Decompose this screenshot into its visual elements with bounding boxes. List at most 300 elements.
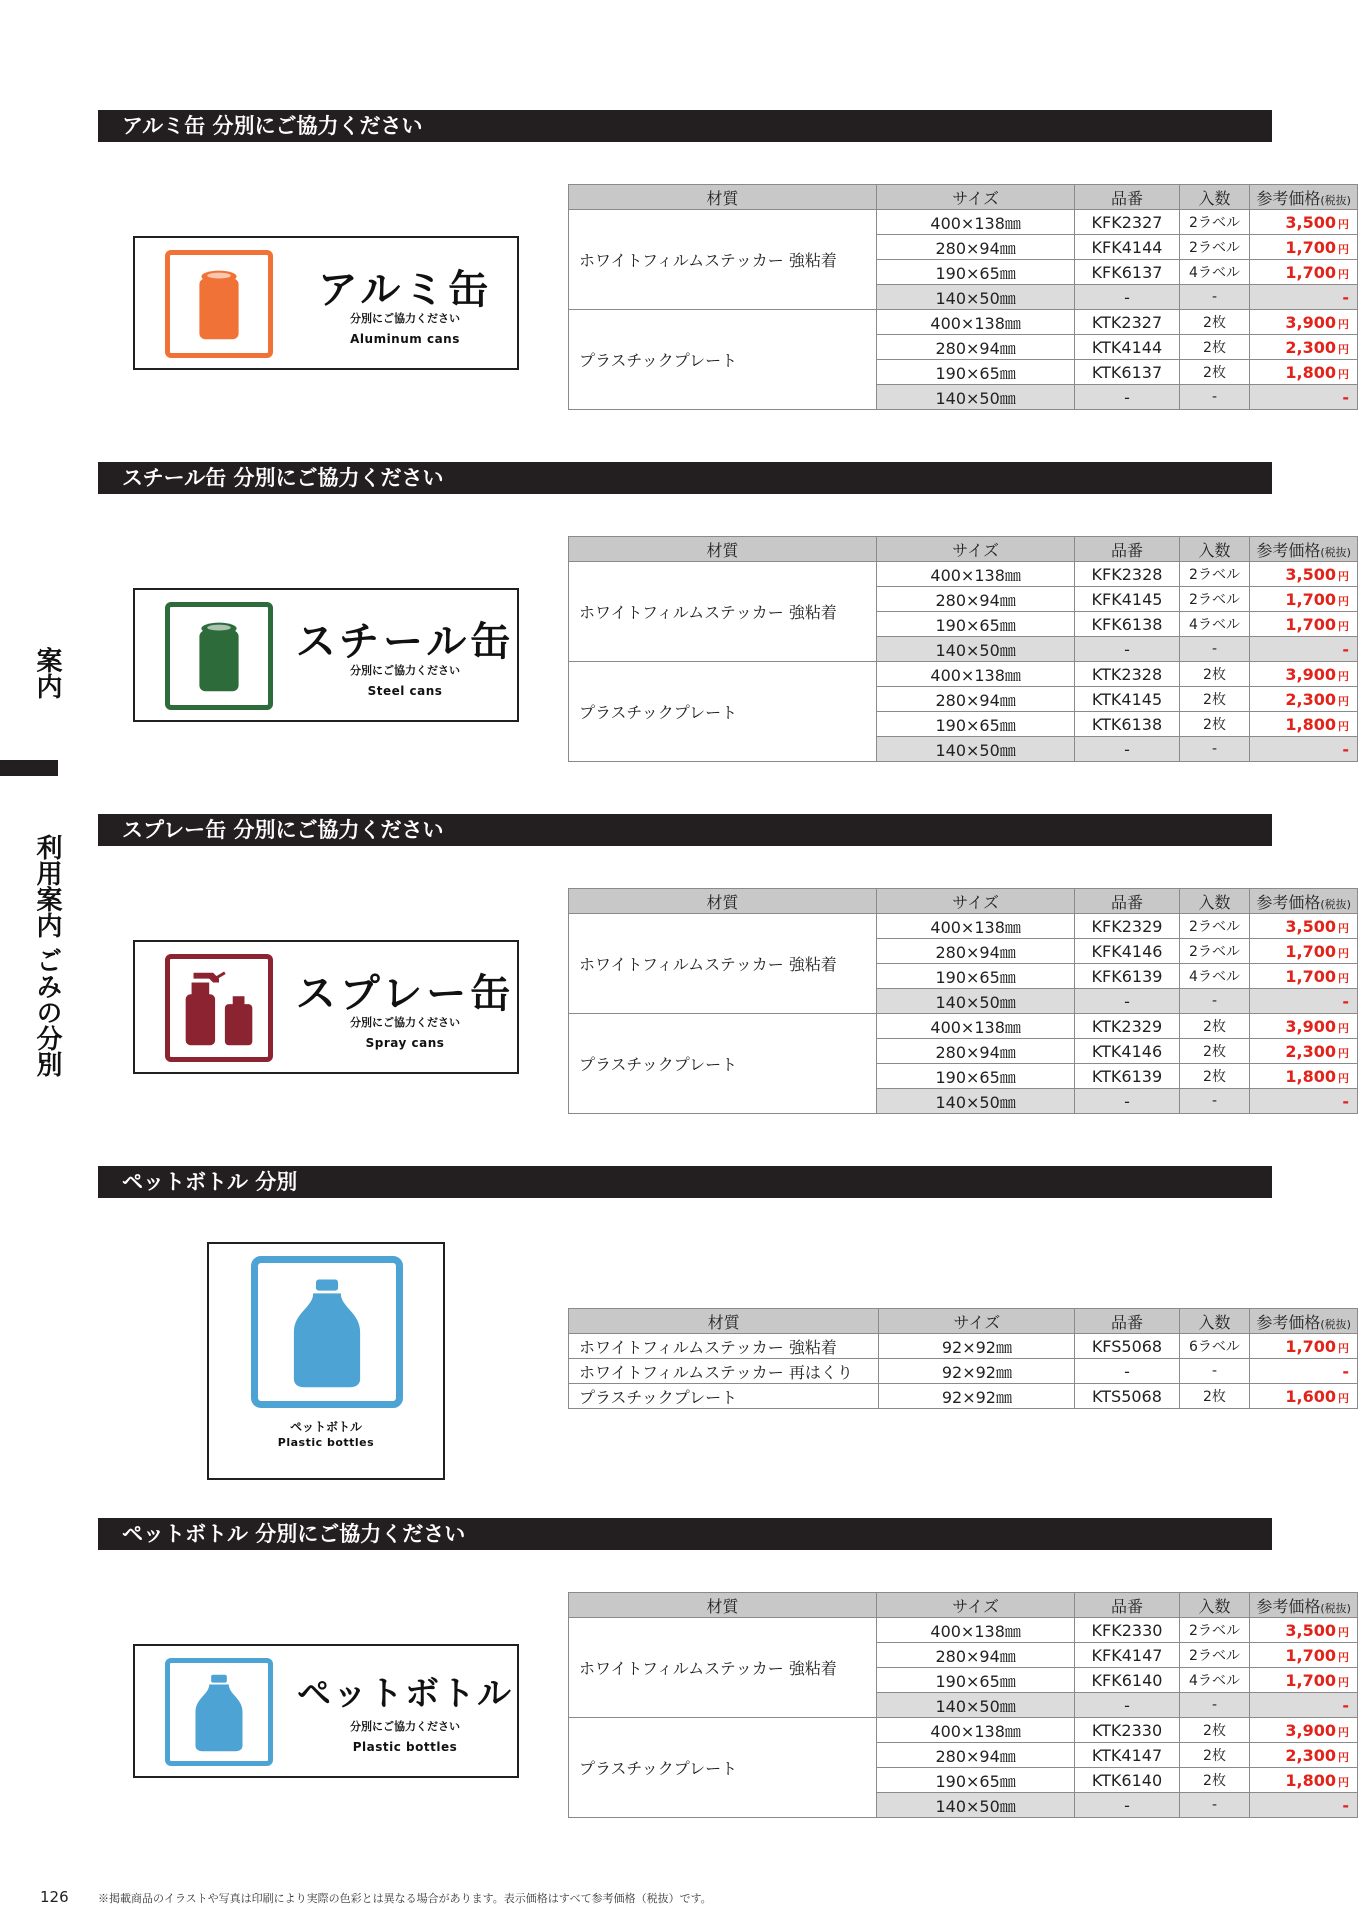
yen-unit: 円	[1338, 921, 1349, 935]
price-value: -	[1342, 287, 1349, 307]
size-cell: 190×65㎜	[876, 260, 1074, 285]
size-cell: 190×65㎜	[876, 1768, 1074, 1793]
size-cell: 280×94㎜	[876, 939, 1074, 964]
sign-title: スプレー缶	[295, 971, 515, 1017]
quantity-cell: 2枚	[1179, 1039, 1250, 1064]
quantity-cell: 4ラベル	[1179, 260, 1250, 285]
product-code-cell: KFS5068	[1075, 1334, 1179, 1359]
yen-unit: 円	[1338, 669, 1349, 683]
material-cell: ホワイトフィルムステッカー 強粘着	[569, 914, 877, 1014]
price-value: 1,700	[1285, 614, 1336, 634]
quantity-cell: 2ラベル	[1179, 1643, 1250, 1668]
price-cell	[1250, 1089, 1358, 1114]
product-code-cell: KTK2330	[1075, 1718, 1179, 1743]
section-header: スチール缶 分別にご協力ください	[98, 462, 1272, 494]
section-header: スプレー缶 分別にご協力ください	[98, 814, 1272, 846]
price-value: 1,800	[1285, 1770, 1336, 1790]
header-size: サイズ	[876, 185, 1074, 210]
table-header-row	[569, 537, 1358, 562]
quantity-cell: 4ラベル	[1179, 964, 1250, 989]
size-cell: 280×94㎜	[876, 335, 1074, 360]
product-code-cell: KFK4147	[1075, 1643, 1179, 1668]
price-cell	[1250, 1718, 1358, 1743]
quantity-cell: 2枚	[1179, 335, 1250, 360]
header-price-tax: (税抜)	[1320, 1601, 1351, 1615]
quantity-cell: 2枚	[1179, 360, 1250, 385]
header-qty: 入数	[1179, 1593, 1250, 1618]
table-header-row	[569, 889, 1358, 914]
size-cell: 400×138㎜	[876, 210, 1074, 235]
price-value: 3,900	[1285, 1016, 1336, 1036]
header-price	[1250, 1593, 1358, 1618]
sign-subtitle: 分別にご協力ください	[350, 1016, 460, 1029]
spec-table	[568, 1592, 1358, 1818]
sign-title: ペットボトル	[297, 1674, 513, 1714]
header-qty: 入数	[1179, 537, 1250, 562]
price-value: 1,700	[1285, 941, 1336, 961]
price-cell	[1250, 1693, 1358, 1718]
header-size: サイズ	[876, 889, 1074, 914]
quantity-cell: -	[1179, 1089, 1250, 1114]
table-row	[569, 1718, 1358, 1743]
product-code-cell: KFK2329	[1075, 914, 1179, 939]
yen-unit: 円	[1338, 719, 1349, 733]
product-code-cell: KFK2327	[1075, 210, 1179, 235]
sign-illustration	[207, 1242, 445, 1480]
header-price-label: 参考価格	[1256, 1312, 1321, 1332]
price-cell	[1250, 737, 1358, 762]
sign-english: Plastic bottles	[277, 1436, 375, 1449]
product-code-cell: -	[1075, 1793, 1179, 1818]
page-number: 126	[40, 1888, 69, 1906]
product-code-cell: KTK6140	[1075, 1768, 1179, 1793]
size-cell: 400×138㎜	[876, 1718, 1074, 1743]
price-value: 3,900	[1285, 664, 1336, 684]
quantity-cell: 2ラベル	[1179, 235, 1250, 260]
product-code-cell: KFK6137	[1075, 260, 1179, 285]
size-cell: 190×65㎜	[876, 1064, 1074, 1089]
yen-unit: 円	[1338, 242, 1349, 256]
table-row	[569, 310, 1358, 335]
header-material: 材質	[569, 889, 877, 914]
price-value: 1,700	[1285, 966, 1336, 986]
size-cell: 280×94㎜	[876, 235, 1074, 260]
header-qty: 入数	[1179, 1309, 1250, 1334]
size-cell: 92×92㎜	[879, 1359, 1075, 1384]
material-cell: ホワイトフィルムステッカー 再はくり	[569, 1359, 879, 1384]
price-value: 3,500	[1285, 564, 1336, 584]
sign-english: Spray cans	[365, 1036, 445, 1050]
header-code: 品番	[1075, 1593, 1179, 1618]
price-cell	[1250, 914, 1358, 939]
sign-english: Plastic bottles	[352, 1740, 458, 1754]
table-row	[569, 1014, 1358, 1039]
quantity-cell: 2枚	[1179, 1743, 1250, 1768]
size-cell: 190×65㎜	[876, 712, 1074, 737]
price-cell	[1250, 1743, 1358, 1768]
side-nav-bottom: 利用案内 ごみの分別	[32, 834, 62, 1078]
table-header-row	[569, 1309, 1358, 1334]
price-cell	[1250, 989, 1358, 1014]
header-price-label: 参考価格	[1256, 540, 1321, 560]
product-code-cell: KTK6139	[1075, 1064, 1179, 1089]
product-code-cell: -	[1075, 989, 1179, 1014]
price-cell	[1250, 360, 1358, 385]
price-cell	[1250, 1768, 1358, 1793]
price-value: 2,300	[1285, 1745, 1336, 1765]
price-cell	[1250, 939, 1358, 964]
table-header-row	[569, 185, 1358, 210]
yen-unit: 円	[1338, 1675, 1349, 1689]
size-cell: 280×94㎜	[876, 587, 1074, 612]
section-header: アルミ缶 分別にご協力ください	[98, 110, 1272, 142]
yen-unit: 円	[1338, 946, 1349, 960]
header-code: 品番	[1075, 537, 1179, 562]
header-material: 材質	[569, 185, 877, 210]
quantity-cell: 4ラベル	[1179, 1668, 1250, 1693]
price-cell	[1250, 687, 1358, 712]
size-cell: 400×138㎜	[876, 1014, 1074, 1039]
size-cell: 400×138㎜	[876, 662, 1074, 687]
price-value: 1,800	[1285, 714, 1336, 734]
yen-unit: 円	[1338, 267, 1349, 281]
product-code-cell: KTK4144	[1075, 335, 1179, 360]
side-nav-top: 案内	[32, 647, 62, 699]
size-cell: 190×65㎜	[876, 1668, 1074, 1693]
size-cell: 280×94㎜	[876, 1743, 1074, 1768]
spec-table	[568, 536, 1358, 762]
size-cell: 140×50㎜	[876, 1089, 1074, 1114]
price-value: 1,700	[1285, 262, 1336, 282]
yen-unit: 円	[1338, 217, 1349, 231]
sign-title: ペットボトル	[289, 1420, 362, 1434]
quantity-cell: -	[1179, 637, 1250, 662]
price-value: -	[1342, 639, 1349, 659]
product-code-cell: -	[1075, 637, 1179, 662]
price-value: 1,700	[1285, 1670, 1336, 1690]
header-price-tax: (税抜)	[1320, 1317, 1351, 1331]
sign-subtitle: 分別にご協力ください	[350, 664, 460, 677]
sign-subtitle: 分別にご協力ください	[350, 1720, 460, 1733]
table-row	[569, 1334, 1358, 1359]
spec-table	[568, 888, 1358, 1114]
sign-illustration	[133, 588, 519, 722]
product-code-cell: KFK2330	[1075, 1618, 1179, 1643]
yen-unit: 円	[1338, 619, 1349, 633]
table-row	[569, 210, 1358, 235]
price-cell	[1250, 562, 1358, 587]
yen-unit: 円	[1338, 317, 1349, 331]
price-cell	[1250, 310, 1358, 335]
yen-unit: 円	[1338, 1650, 1349, 1664]
spec-table	[568, 184, 1358, 410]
price-cell	[1250, 1039, 1358, 1064]
table-row	[569, 662, 1358, 687]
price-value: 2,300	[1285, 689, 1336, 709]
table-row	[569, 562, 1358, 587]
yen-unit: 円	[1338, 1071, 1349, 1085]
table-row	[569, 914, 1358, 939]
product-code-cell: KTK4147	[1075, 1743, 1179, 1768]
sign-illustration	[133, 1644, 519, 1778]
price-cell	[1250, 1668, 1358, 1693]
yen-unit: 円	[1338, 1021, 1349, 1035]
price-value: 3,900	[1285, 312, 1336, 332]
product-code-cell: -	[1075, 1089, 1179, 1114]
quantity-cell: 6ラベル	[1179, 1334, 1250, 1359]
size-cell: 190×65㎜	[876, 360, 1074, 385]
material-cell: プラスチックプレート	[569, 662, 877, 762]
price-cell	[1250, 285, 1358, 310]
price-value: 1,800	[1285, 362, 1336, 382]
quantity-cell: 2枚	[1179, 662, 1250, 687]
price-value: 3,500	[1285, 1620, 1336, 1640]
spray-can-icon	[165, 954, 273, 1062]
header-price	[1250, 185, 1358, 210]
yen-unit: 円	[1338, 1725, 1349, 1739]
table-header-row	[569, 1593, 1358, 1618]
product-code-cell: KFK6138	[1075, 612, 1179, 637]
material-cell: ホワイトフィルムステッカー 強粘着	[569, 562, 877, 662]
product-code-cell: KTK2328	[1075, 662, 1179, 687]
price-value: 3,500	[1285, 212, 1336, 232]
product-code-cell: KFK4146	[1075, 939, 1179, 964]
price-value: 1,600	[1285, 1386, 1336, 1406]
price-cell	[1250, 260, 1358, 285]
price-cell	[1250, 712, 1358, 737]
price-value: -	[1342, 387, 1349, 407]
product-code-cell: -	[1075, 1693, 1179, 1718]
table-row	[569, 1384, 1358, 1409]
quantity-cell: 2枚	[1179, 1384, 1250, 1409]
price-cell	[1250, 1334, 1358, 1359]
bottle-icon	[165, 1658, 273, 1766]
price-cell	[1250, 587, 1358, 612]
quantity-cell: 4ラベル	[1179, 612, 1250, 637]
header-code: 品番	[1075, 889, 1179, 914]
material-cell: プラスチックプレート	[569, 1384, 879, 1409]
product-code-cell: -	[1075, 1359, 1179, 1384]
section-header: ペットボトル 分別	[98, 1166, 1272, 1198]
quantity-cell: 2ラベル	[1179, 1618, 1250, 1643]
can-icon	[165, 602, 273, 710]
size-cell: 140×50㎜	[876, 1693, 1074, 1718]
footer-note: ※掲載商品のイラストや写真は印刷により実際の色彩とは異なる場合があります。表示価格はすべて参考価格（税抜）です。	[98, 1892, 712, 1905]
section-header: ペットボトル 分別にご協力ください	[98, 1518, 1272, 1550]
price-cell	[1250, 335, 1358, 360]
spec-table	[568, 1308, 1358, 1409]
material-cell: プラスチックプレート	[569, 310, 877, 410]
table-row	[569, 1359, 1358, 1384]
header-size: サイズ	[876, 1593, 1074, 1618]
price-cell	[1250, 964, 1358, 989]
yen-unit: 円	[1338, 1625, 1349, 1639]
header-qty: 入数	[1179, 185, 1250, 210]
quantity-cell: 2ラベル	[1179, 562, 1250, 587]
price-value: 2,300	[1285, 1041, 1336, 1061]
size-cell: 400×138㎜	[876, 562, 1074, 587]
header-code: 品番	[1075, 1309, 1179, 1334]
size-cell: 140×50㎜	[876, 285, 1074, 310]
bottle-icon	[251, 1256, 403, 1408]
price-value: 3,500	[1285, 916, 1336, 936]
quantity-cell: 2ラベル	[1179, 587, 1250, 612]
size-cell: 400×138㎜	[876, 1618, 1074, 1643]
price-cell	[1250, 1359, 1358, 1384]
price-value: 2,300	[1285, 337, 1336, 357]
size-cell: 140×50㎜	[876, 637, 1074, 662]
price-value: -	[1342, 991, 1349, 1011]
material-cell: ホワイトフィルムステッカー 強粘着	[569, 1334, 879, 1359]
header-price-label: 参考価格	[1256, 188, 1321, 208]
header-material: 材質	[569, 1593, 877, 1618]
side-nav-marker	[0, 760, 58, 776]
product-code-cell: KFK6139	[1075, 964, 1179, 989]
product-code-cell: KFK4144	[1075, 235, 1179, 260]
price-cell	[1250, 210, 1358, 235]
yen-unit: 円	[1338, 1341, 1349, 1355]
size-cell: 140×50㎜	[876, 989, 1074, 1014]
price-cell	[1250, 1384, 1358, 1409]
quantity-cell: 2枚	[1179, 1064, 1250, 1089]
quantity-cell: -	[1179, 1793, 1250, 1818]
header-size: サイズ	[876, 537, 1074, 562]
price-value: 1,700	[1285, 1336, 1336, 1356]
price-value: -	[1342, 1695, 1349, 1715]
size-cell: 280×94㎜	[876, 1643, 1074, 1668]
yen-unit: 円	[1338, 569, 1349, 583]
material-cell: プラスチックプレート	[569, 1014, 877, 1114]
sign-title: アルミ缶	[317, 267, 493, 313]
size-cell: 92×92㎜	[879, 1384, 1075, 1409]
sign-illustration	[133, 236, 519, 370]
product-code-cell: -	[1075, 737, 1179, 762]
yen-unit: 円	[1338, 1750, 1349, 1764]
product-code-cell: KTK4145	[1075, 687, 1179, 712]
yen-unit: 円	[1338, 1391, 1349, 1405]
size-cell: 400×138㎜	[876, 914, 1074, 939]
header-price-tax: (税抜)	[1320, 897, 1351, 911]
quantity-cell: 2枚	[1179, 1718, 1250, 1743]
sign-illustration	[133, 940, 519, 1074]
product-code-cell: KTS5068	[1075, 1384, 1179, 1409]
table-row	[569, 1618, 1358, 1643]
header-qty: 入数	[1179, 889, 1250, 914]
price-value: 3,900	[1285, 1720, 1336, 1740]
quantity-cell: -	[1179, 385, 1250, 410]
header-price	[1250, 889, 1358, 914]
sign-english: Steel cans	[367, 684, 443, 698]
header-price	[1250, 537, 1358, 562]
price-cell	[1250, 235, 1358, 260]
product-code-cell: KTK2327	[1075, 310, 1179, 335]
size-cell: 190×65㎜	[876, 612, 1074, 637]
header-code: 品番	[1075, 185, 1179, 210]
header-price	[1250, 1309, 1358, 1334]
header-material: 材質	[569, 537, 877, 562]
product-code-cell: -	[1075, 285, 1179, 310]
size-cell: 190×65㎜	[876, 964, 1074, 989]
price-cell	[1250, 1618, 1358, 1643]
quantity-cell: 2ラベル	[1179, 914, 1250, 939]
yen-unit: 円	[1338, 694, 1349, 708]
price-cell	[1250, 612, 1358, 637]
quantity-cell: 2枚	[1179, 310, 1250, 335]
price-value: 1,700	[1285, 237, 1336, 257]
size-cell: 280×94㎜	[876, 687, 1074, 712]
sign-subtitle: 分別にご協力ください	[350, 312, 460, 325]
header-price-tax: (税抜)	[1320, 193, 1351, 207]
material-cell: プラスチックプレート	[569, 1718, 877, 1818]
product-code-cell: KTK6137	[1075, 360, 1179, 385]
header-material: 材質	[569, 1309, 879, 1334]
material-cell: ホワイトフィルムステッカー 強粘着	[569, 210, 877, 310]
quantity-cell: 2ラベル	[1179, 210, 1250, 235]
size-cell: 140×50㎜	[876, 1793, 1074, 1818]
quantity-cell: 2ラベル	[1179, 939, 1250, 964]
size-cell: 92×92㎜	[879, 1334, 1075, 1359]
price-value: 1,800	[1285, 1066, 1336, 1086]
header-price-label: 参考価格	[1256, 892, 1321, 912]
yen-unit: 円	[1338, 971, 1349, 985]
product-code-cell: KFK2328	[1075, 562, 1179, 587]
header-size: サイズ	[879, 1309, 1075, 1334]
price-value: 1,700	[1285, 1645, 1336, 1665]
yen-unit: 円	[1338, 1775, 1349, 1789]
price-cell	[1250, 637, 1358, 662]
product-code-cell: -	[1075, 385, 1179, 410]
material-cell: ホワイトフィルムステッカー 強粘着	[569, 1618, 877, 1718]
product-code-cell: KFK6140	[1075, 1668, 1179, 1693]
yen-unit: 円	[1338, 342, 1349, 356]
product-code-cell: KTK2329	[1075, 1014, 1179, 1039]
price-value: -	[1342, 1795, 1349, 1815]
sign-title: スチール缶	[295, 619, 515, 665]
price-cell	[1250, 1793, 1358, 1818]
quantity-cell: -	[1179, 285, 1250, 310]
price-cell	[1250, 1014, 1358, 1039]
price-value: -	[1342, 1091, 1349, 1111]
yen-unit: 円	[1338, 1046, 1349, 1060]
quantity-cell: 2枚	[1179, 1014, 1250, 1039]
product-code-cell: KFK4145	[1075, 587, 1179, 612]
sign-english: Aluminum cans	[350, 332, 460, 346]
size-cell: 140×50㎜	[876, 385, 1074, 410]
can-icon	[165, 250, 273, 358]
quantity-cell: -	[1179, 737, 1250, 762]
product-code-cell: KTK6138	[1075, 712, 1179, 737]
quantity-cell: 2枚	[1179, 1768, 1250, 1793]
size-cell: 280×94㎜	[876, 1039, 1074, 1064]
quantity-cell: -	[1179, 989, 1250, 1014]
header-price-tax: (税抜)	[1320, 545, 1351, 559]
price-value: -	[1342, 1361, 1349, 1381]
size-cell: 140×50㎜	[876, 737, 1074, 762]
header-price-label: 参考価格	[1256, 1596, 1321, 1616]
price-value: 1,700	[1285, 589, 1336, 609]
yen-unit: 円	[1338, 594, 1349, 608]
product-code-cell: KTK4146	[1075, 1039, 1179, 1064]
price-value: -	[1342, 739, 1349, 759]
quantity-cell: -	[1179, 1693, 1250, 1718]
size-cell: 400×138㎜	[876, 310, 1074, 335]
yen-unit: 円	[1338, 367, 1349, 381]
quantity-cell: 2枚	[1179, 687, 1250, 712]
price-cell	[1250, 1643, 1358, 1668]
quantity-cell: 2枚	[1179, 712, 1250, 737]
price-cell	[1250, 662, 1358, 687]
price-cell	[1250, 385, 1358, 410]
